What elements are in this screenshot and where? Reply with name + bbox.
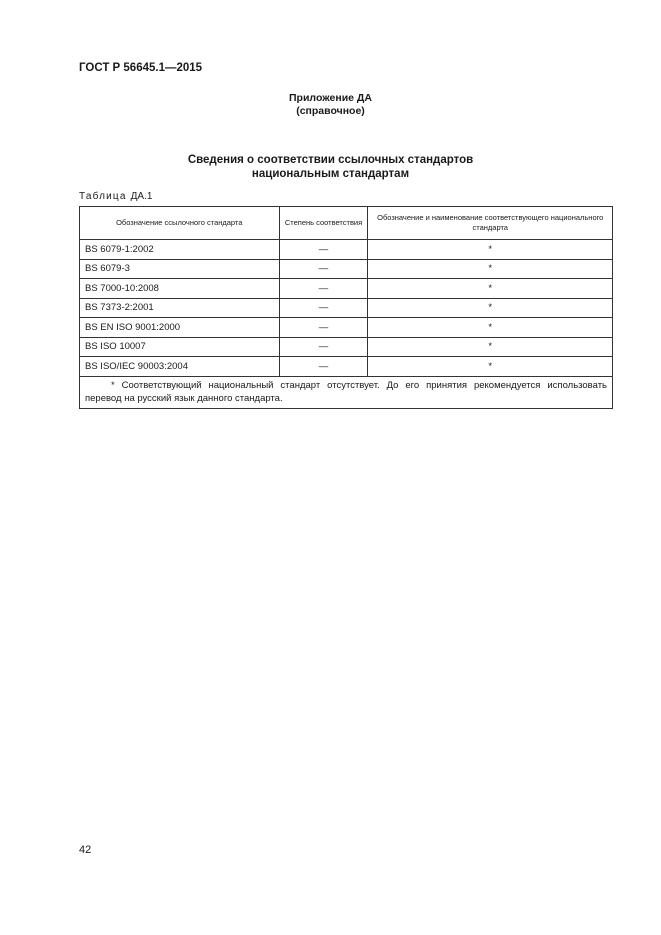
cell-degree: — — [279, 357, 368, 377]
cell-national: * — [368, 240, 613, 260]
cell-reference: BS EN ISO 9001:2000 — [80, 318, 280, 338]
table-row — [80, 318, 613, 338]
section-title — [0, 153, 661, 181]
table-footnote-text: * Соответствующий национальный стандарт отсутствует. До его принятия рекомендуется использовать перевод на русский язык данного стандарта. — [85, 379, 607, 404]
cell-reference: BS 7373-2:2001 — [80, 298, 280, 318]
section-title-line-2: национальным стандартам — [251, 168, 410, 180]
cell-degree: — — [279, 240, 368, 260]
cell-national: * — [368, 298, 613, 318]
cell-degree: — — [279, 259, 368, 279]
appendix-subtitle: (справочное) — [296, 105, 365, 117]
table-header-row — [80, 207, 613, 240]
header-reference-standard: Обозначение ссылочного стандарта — [80, 207, 280, 240]
cell-national: * — [368, 279, 613, 299]
cell-degree: — — [279, 337, 368, 357]
cell-degree: — — [279, 318, 368, 338]
cell-national: * — [368, 357, 613, 377]
cell-national: * — [368, 259, 613, 279]
cell-national: * — [368, 337, 613, 357]
table-row — [80, 279, 613, 299]
cell-reference: BS ISO 10007 — [80, 337, 280, 357]
cell-reference: BS 6079-3 — [80, 259, 280, 279]
appendix-title: Приложение ДА — [289, 92, 372, 104]
table-label-number: ДА.1 — [130, 191, 153, 202]
section-title-line-1: Сведения о соответствии ссылочных стандартов — [187, 154, 474, 166]
header-national-standard: Обозначение и наименование соответствующего национального стандарта — [368, 207, 613, 240]
table-row — [80, 298, 613, 318]
cell-degree: — — [279, 298, 368, 318]
table-row — [80, 357, 613, 377]
table-row — [80, 337, 613, 357]
table-label — [79, 191, 152, 202]
cell-degree: — — [279, 279, 368, 299]
cell-reference: BS 7000-10:2008 — [80, 279, 280, 299]
page-number: 42 — [79, 844, 92, 856]
table-label-prefix: Таблица — [79, 191, 127, 202]
standards-table — [79, 206, 613, 409]
table-row — [80, 240, 613, 260]
cell-national: * — [368, 318, 613, 338]
document-code: ГОСТ Р 56645.1—2015 — [79, 62, 203, 74]
table-footnote — [80, 376, 613, 408]
cell-reference: BS ISO/IEC 90003:2004 — [80, 357, 280, 377]
appendix-heading — [0, 92, 661, 118]
cell-reference: BS 6079-1:2002 — [80, 240, 280, 260]
header-degree-of-correspondence: Степень соответствия — [279, 207, 368, 240]
table-row — [80, 259, 613, 279]
table-note-row — [80, 376, 613, 408]
